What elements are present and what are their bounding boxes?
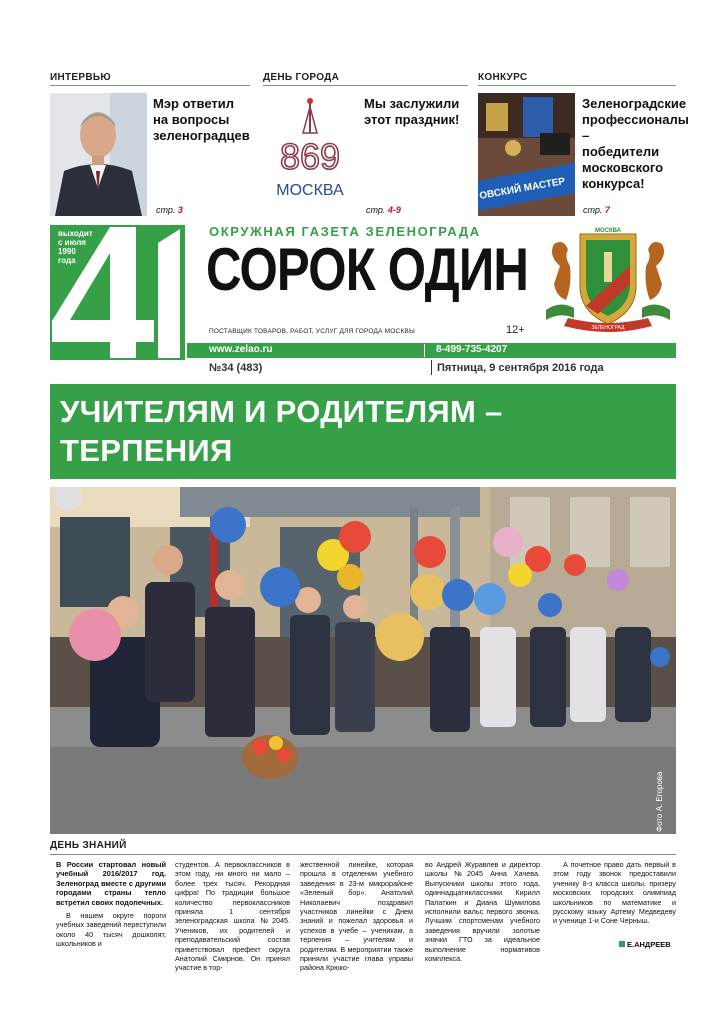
article-col-4 (425, 860, 540, 963)
info-divider (424, 344, 425, 357)
teaser-3-title-line: конкурса! (582, 176, 645, 191)
teaser-3-title-line: победители (582, 144, 660, 159)
teaser-1-title-line: Мэр ответил (153, 96, 235, 111)
teaser-2-logo[interactable] (263, 93, 358, 216)
teaser-1-title[interactable] (153, 96, 263, 144)
headline[interactable] (60, 392, 503, 470)
article-paragraph: во Андрей Журавлев и директор школы №2045 Анна Хачева. Выпускники школы этого года, одиннадцатиклассники Кирилл Палаткин и Диана Шумилова исполнили вальс первого звонка. Лучшим спортсменам учебного заведения вручили золотые значки ГТО за идеальное выполнение нормативов комплекса. (425, 860, 540, 964)
since-line: выходит (58, 229, 93, 238)
sash-text: ОВСКИЙ МАСТЕР (478, 176, 567, 202)
article-section-rule (50, 854, 676, 855)
article-section-label: ДЕНЬ ЗНАНИЙ (50, 840, 127, 851)
article-author (619, 940, 671, 949)
article-lead: В России стартовал новый учебный 2016/2017 год. Зеленоград вместе с другими городами страны тепло встретил своих подопечных. (56, 860, 166, 907)
age-rating: 12+ (506, 324, 525, 336)
website-link[interactable]: www.zelao.ru (209, 344, 273, 355)
page-number: 3 (177, 205, 183, 215)
article-paragraph: А почетное право дать первый в этом году звонок предоставили ученику 8-з класса школы, призеру московских городских олимпиад школьников по математике и русскому языку Артему Медведеву и ученице 1-и Соне Черныш. (553, 860, 676, 926)
teaser-1-photo[interactable] (50, 93, 147, 216)
logo-city-text: МОСКВА (276, 182, 344, 199)
article-paragraph: жественной линейке, которая прошла в отделении учебного заведения в 23-м микрорайоне «Зеленый бор». Анатолий Николаевич поздравил участников линейки с Днем знаний и пожелал здоровья и успехов в учебе – ученикам, а терпения – учителям и родителям. В мероприятии также приняли участие глава управы района Крюко- (300, 860, 413, 973)
headline-line: ТЕРПЕНИЯ (60, 433, 233, 468)
teaser-3-title[interactable] (582, 96, 689, 192)
teaser-3-title-line: Зеленоградские (582, 96, 687, 111)
headline-line: УЧИТЕЛЯМ И РОДИТЕЛЯМ – (60, 394, 503, 429)
article-paragraph: студентов. А первоклассников в этом году, ни много ни мало – более трех тысяч. Рекордная цифра! По традиции большое количество первоклассников приняла 1 сентября зеленоградская школа №2045. Учеников, их родителей и преподавательский состав приветствовал префект округа Анатолий Смирнов. Он принял участие в тор- (175, 860, 290, 973)
phone-number[interactable]: 8-499-735-4207 (436, 344, 508, 355)
article-col-2 (175, 860, 290, 973)
article-paragraph: В нашем округе пороги учебных заведений переступили около 40 тысяч дошколят, школьников и (56, 911, 166, 949)
issue-number: №34 (483) (209, 362, 263, 374)
teaser-2-title-line: этот праздник! (364, 112, 460, 127)
page-number: 7 (604, 205, 610, 215)
zelenograd-crest (540, 226, 676, 334)
newspaper-title[interactable]: СОРОК ОДИН (206, 236, 529, 303)
since-note (58, 229, 93, 265)
teaser-1-title-line: на вопросы (153, 112, 230, 127)
teaser-1-title-line: зеленоградцев (153, 128, 250, 143)
photo-credit: Фото А. Егорова (655, 771, 664, 832)
article-col-5 (553, 860, 676, 926)
teaser-3-page-ref[interactable] (583, 205, 610, 215)
teaser-1-page-ref[interactable] (156, 205, 183, 215)
crest-top-text: МОСКВА (594, 228, 622, 234)
teaser-3-rule (478, 85, 676, 86)
page-prefix: стр. (583, 205, 603, 215)
headline-band (50, 384, 676, 479)
newspaper-subtitle: ОКРУЖНАЯ ГАЗЕТА ЗЕЛЕНОГРАДА (209, 224, 481, 239)
page-number: 4-9 (387, 205, 401, 215)
teaser-3-title-line: профессионалы – (582, 112, 689, 143)
crest-bottom-text: ЗЕЛЕНОГРАД (591, 325, 625, 331)
logo-number-text: 869 (279, 136, 341, 177)
since-line: с июля (58, 238, 86, 247)
author-name: Е.АНДРЕЕВ (627, 940, 671, 949)
teaser-2-title[interactable] (364, 96, 469, 128)
article-col-1 (56, 860, 166, 949)
teaser-2-rule (263, 85, 468, 86)
since-line: года (58, 256, 76, 265)
teaser-3-photo[interactable] (478, 93, 575, 216)
page-prefix: стр. (366, 205, 386, 215)
author-marker-icon (619, 941, 625, 947)
teaser-2-title-line: Мы заслужили (364, 96, 460, 111)
teaser-2-page-ref[interactable] (366, 205, 401, 215)
main-photo[interactable] (50, 487, 676, 834)
newspaper-tagline: ПОСТАВЩИК ТОВАРОВ, РАБОТ, УСЛУГ ДЛЯ ГОРОДА МОСКВЫ (209, 328, 415, 335)
article-col-3 (300, 860, 413, 973)
since-line: 1990 (58, 247, 76, 256)
issue-divider (431, 360, 432, 375)
teaser-3-title-line: московского (582, 160, 664, 175)
teaser-3-label: КОНКУРС (478, 72, 528, 83)
page-prefix: стр. (156, 205, 176, 215)
teaser-1-label: ИНТЕРВЬЮ (50, 72, 111, 83)
teaser-2-label: ДЕНЬ ГОРОДА (263, 72, 340, 83)
teaser-1-rule (50, 85, 250, 86)
info-bar (187, 343, 676, 358)
issue-date: Пятница, 9 сентября 2016 года (437, 362, 604, 374)
